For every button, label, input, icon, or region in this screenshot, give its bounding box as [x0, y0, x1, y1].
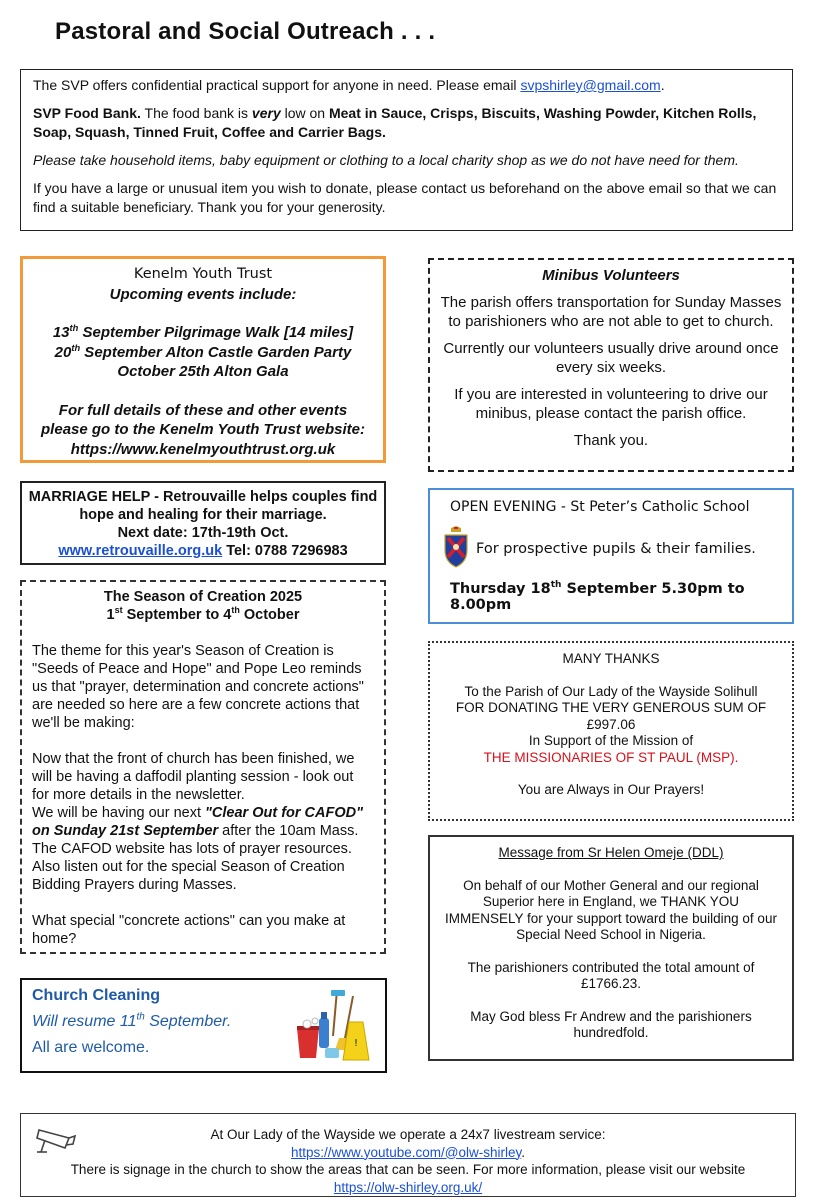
- minibus-volunteers-box: [428, 258, 794, 472]
- thanks-line-1: To the Parish of Our Lady of the Wayside Solihull: [464, 683, 758, 699]
- livestream-box: [20, 1113, 796, 1197]
- kenelm-youth-trust-box: [20, 256, 386, 463]
- creation-p4: The CAFOD website has lots of prayer resources.: [32, 841, 352, 857]
- open-evening-audience: For prospective pupils & their families.: [476, 541, 756, 557]
- svp-notice: [20, 69, 793, 231]
- svp-charity-note: Please take household items, baby equipment or clothing to a local charity shop as we do not have need for them.: [33, 152, 739, 168]
- minibus-p1: The parish offers transportation for Sunday Masses to parishioners who are not able to get to church.: [440, 294, 782, 330]
- svg-text:!: !: [353, 1038, 359, 1049]
- cleaning-supplies-icon: [293, 988, 371, 1062]
- kenelm-subheading: Upcoming events include:: [109, 285, 297, 303]
- svp-large-item-note: If you have a large or unusual item you wish to donate, please contact us beforehand on the above email so that we can find a suitable beneficiary. Thank you for your generosity.: [33, 180, 777, 215]
- cleaning-welcome: All are welcome.: [32, 1039, 150, 1056]
- cleaning-resume: Will resume 11th September.: [32, 1011, 232, 1030]
- marriage-text: MARRIAGE HELP - Retrouvaille helps couples find hope and healing for their marriage.: [28, 489, 378, 523]
- svp-intro: The SVP offers confidential practical support for anyone in need. Please email svpshirley@gmail.com.: [33, 77, 665, 93]
- many-thanks-box: [428, 641, 794, 821]
- kenelm-event-2: 20th September Alton Castle Garden Party: [54, 342, 352, 361]
- thanks-closing: You are Always in Our Prayers!: [517, 782, 705, 797]
- thanks-line-2: FOR DONATING THE VERY GENEROUS SUM OF: [455, 700, 767, 715]
- kenelm-event-1: 13th September Pilgrimage Walk [14 miles]: [52, 323, 354, 341]
- marriage-help-box: [20, 481, 386, 565]
- livestream-line-2: There is signage in the church to show the areas that can be seen. For more information, please visit our website: [70, 1162, 746, 1177]
- parish-website-link[interactable]: https://olw-shirley.org.uk/: [333, 1179, 483, 1195]
- sr-helen-message-box: [428, 835, 794, 1061]
- marriage-contact: www.retrouvaille.org.uk Tel: 0788 7296983: [58, 543, 348, 559]
- minibus-p4: Thank you.: [573, 432, 649, 449]
- kenelm-details-2: please go to the Kenelm Youth Trust website:: [41, 421, 365, 438]
- creation-p5: Also listen out for the special Season of Creation Bidding Prayers during Masses.: [32, 859, 345, 893]
- creation-heading: The Season of Creation 2025: [103, 589, 303, 605]
- page-title: Pastoral and Social Outreach . . .: [55, 18, 436, 45]
- church-cleaning-box: [20, 978, 387, 1073]
- minibus-p2: Currently our volunteers usually drive around once every six weeks.: [443, 340, 779, 376]
- creation-dates: 1st September to 4th October: [106, 605, 300, 623]
- youtube-link[interactable]: https://www.youtube.com/@olw-shirley: [290, 1144, 522, 1160]
- thanks-line-3: In Support of the Mission of: [528, 733, 694, 748]
- creation-p3: We will be having our next "Clear Out for CAFOD" on Sunday 21st September after the 10am Mass.: [32, 805, 363, 839]
- minibus-p3: If you are interested in volunteering to drive our minibus, please contact the parish office.: [454, 386, 768, 422]
- thanks-heading: MANY THANKS: [562, 651, 660, 666]
- kenelm-details-1: For full details of these and other events: [58, 401, 348, 419]
- cleaning-heading: Church Cleaning: [32, 987, 161, 1004]
- open-evening-title: OPEN EVENING - St Peter’s Catholic School: [450, 499, 750, 515]
- retrouvaille-link[interactable]: www.retrouvaille.org.uk: [58, 543, 223, 559]
- kenelm-event-3: October 25th Alton Gala: [117, 363, 289, 380]
- creation-p1: The theme for this year's Season of Creation is "Seeds of Peace and Hope" and Pope Leo reminds us that "prayer, determination and concrete actions" are needed so here are a few concrete actions that we'll be making:: [32, 643, 364, 731]
- kenelm-website[interactable]: https://www.kenelmyouthtrust.org.uk: [70, 440, 336, 458]
- season-of-creation-box: [20, 580, 386, 954]
- livestream-line-1: At Our Lady of the Wayside we operate a 24x7 livestream service:: [210, 1127, 606, 1142]
- helen-p3: May God bless Fr Andrew and the parishioners hundredfold.: [470, 1008, 752, 1040]
- helen-p2: The parishioners contributed the total amount of £1766.23.: [467, 959, 755, 991]
- open-evening-date: Thursday 18th September 5.30pm to 8.00pm: [450, 580, 745, 613]
- minibus-heading: Minibus Volunteers: [542, 267, 680, 284]
- thanks-mission: THE MISSIONARIES OF ST PAUL (MSP).: [483, 749, 739, 765]
- creation-p6: What special "concrete actions" can you make at home?: [32, 913, 346, 947]
- helen-p1: On behalf of our Mother General and our regional Superior here in England, we THANK YOU IMMENSELY for your support toward the building of our Special Need School in Nigeria.: [445, 877, 777, 942]
- svp-email-link[interactable]: svpshirley@gmail.com: [520, 77, 661, 93]
- cctv-camera-icon: [35, 1124, 81, 1154]
- school-crest-icon: [442, 526, 470, 568]
- marriage-next-date: Next date: 17th-19th Oct.: [117, 525, 289, 541]
- open-evening-box: [428, 488, 794, 624]
- svp-foodbank: SVP Food Bank. The food bank is very low on Meat in Sauce, Crisps, Biscuits, Washing Powder, Kitchen Rolls, Soap, Squash, Tinned Fruit, Coffee and Carrier Bags.: [33, 105, 757, 140]
- thanks-amount: £997.06: [586, 716, 636, 732]
- livestream-website-row: [21, 1179, 795, 1197]
- livestream-youtube: https://www.youtube.com/@olw-shirley.: [290, 1144, 526, 1160]
- kenelm-heading: Kenelm Youth Trust: [133, 266, 273, 282]
- helen-heading: Message from Sr Helen Omeje (DDL): [498, 845, 724, 860]
- creation-p2: Now that the front of church has been finished, we will be having a daffodil planting session - look out for more details in the newsletter.: [32, 751, 355, 803]
